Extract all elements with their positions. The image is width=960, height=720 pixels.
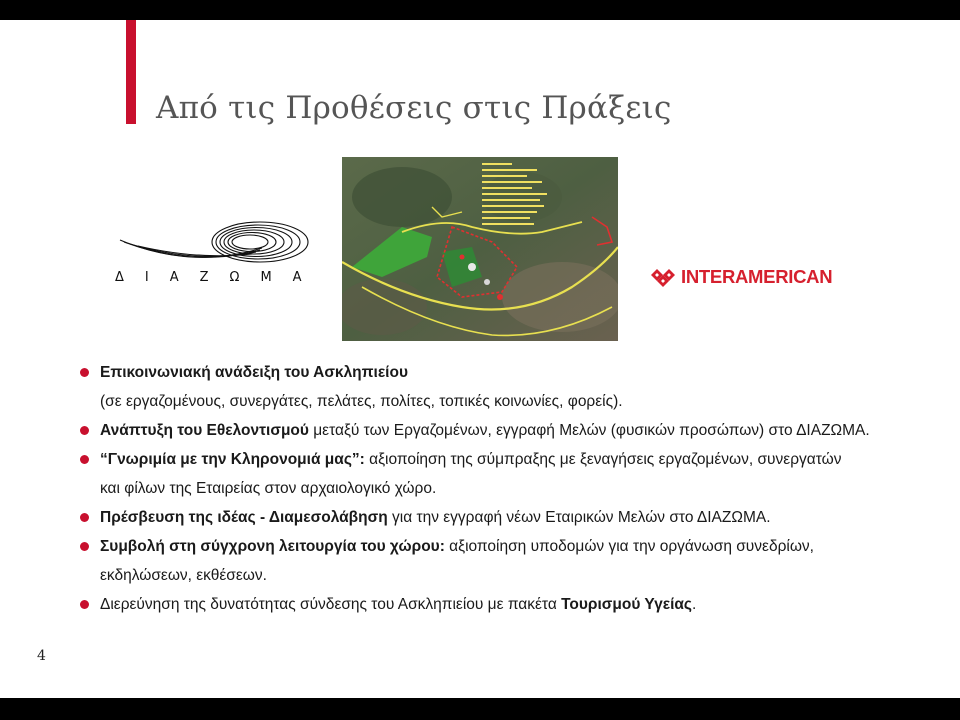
- bullet-continuation: και φίλων της Εταιρείας στον αρχαιολογικό χώρο.: [100, 480, 437, 497]
- site-map-image: [342, 157, 618, 341]
- diazoma-arcs-icon: [112, 198, 312, 268]
- diazoma-wordmark: ΔΙΑΖΩΜΑ: [115, 270, 323, 285]
- bullet-bold-text: Τουρισμού Υγείας: [561, 596, 692, 613]
- bullet-text: αξιοποίηση της σύμπραξης με ξεναγήσεις εργαζομένων, συνεργατών: [364, 451, 842, 468]
- interamerican-wordmark: INTERAMERICAN: [681, 266, 833, 287]
- bullet-text: μεταξύ των Εργαζομένων, εγγραφή Μελών (φυσικών προσώπων) στο ΔΙΑΖΩΜΑ.: [308, 422, 870, 439]
- page-number: 4: [37, 648, 46, 664]
- diazoma-logo: [112, 198, 323, 290]
- title-accent-bar: [126, 20, 136, 124]
- bullet-text: .: [692, 596, 697, 613]
- bullet-item: [80, 445, 870, 503]
- bullet-continuation: εκδηλώσεων, εκθέσεων.: [100, 567, 267, 584]
- bullet-dot-icon: [80, 542, 89, 551]
- bullet-text: για την εγγραφή νέων Εταιρικών Μελών στο ΔΙΑΖΩΜΑ.: [387, 509, 771, 526]
- bullet-item: [80, 532, 870, 590]
- bullet-text: Διερεύνηση της δυνατότητας σύνδεσης του Ασκληπιείου με πακέτα: [100, 596, 562, 613]
- bullet-dot-icon: [80, 368, 89, 377]
- interamerican-diamond-icon: [651, 267, 675, 291]
- slide: [0, 20, 960, 698]
- bullet-bold-text: Επικοινωνιακή ανάδειξη του Ασκληπιείου: [100, 364, 408, 381]
- bullet-item: [80, 590, 870, 619]
- bullet-continuation: (σε εργαζομένους, συνεργάτες, πελάτες, πολίτες, τοπικές κοινωνίες, φορείς).: [100, 393, 623, 410]
- bullet-list: [80, 358, 870, 619]
- bullet-dot-icon: [80, 426, 89, 435]
- bullet-dot-icon: [80, 455, 89, 464]
- bullet-dot-icon: [80, 600, 89, 609]
- bullet-bold-text: Ανάπτυξη του Εθελοντισμού: [100, 422, 309, 439]
- bullet-item: [80, 358, 870, 416]
- bullet-text: αξιοποίηση υποδομών για την οργάνωση συνεδρίων,: [444, 538, 814, 555]
- interamerican-logo: [651, 266, 851, 290]
- slide-title: Από τις Προθέσεις στις Πράξεις: [156, 90, 672, 126]
- bullet-bold-text: Συμβολή στη σύγχρονη λειτουργία του χώρου:: [100, 538, 445, 555]
- bullet-item: [80, 503, 870, 532]
- bullet-bold-text: “Γνωριμία με την Κληρονομιά μας”:: [100, 451, 365, 468]
- bullet-dot-icon: [80, 513, 89, 522]
- bullet-bold-text: Πρέσβευση της ιδέας - Διαμεσολάβηση: [100, 509, 388, 526]
- bullet-item: [80, 416, 870, 445]
